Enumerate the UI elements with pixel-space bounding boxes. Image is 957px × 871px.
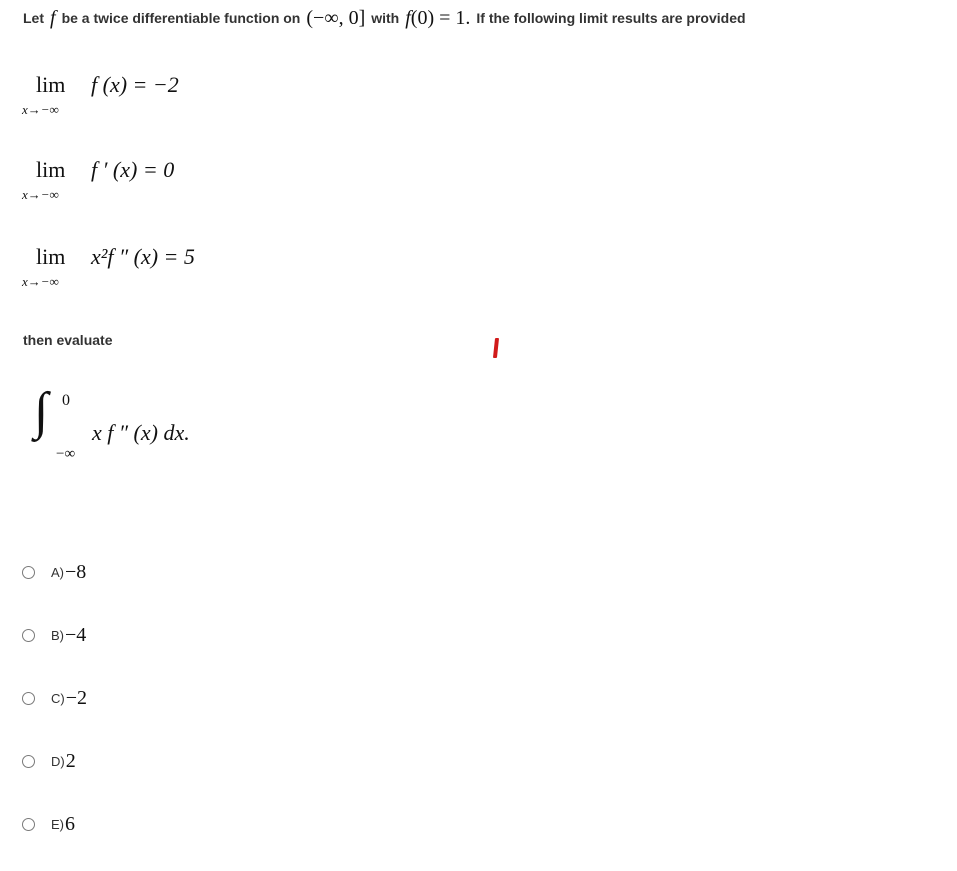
radio-button[interactable] [22,629,35,642]
lim-subscript: x→−∞ [22,187,59,202]
limit-expression: x²f ″ (x) = 5 [91,244,195,269]
option-value: −4 [65,623,87,646]
lim-operator: lim [36,72,66,97]
option-value: −2 [65,686,87,709]
question-text-part: Let [23,10,44,26]
then-evaluate-text: then evaluate [23,332,113,348]
function-symbol: f [50,6,56,29]
question-text-part: If the following limit results are provided [476,10,746,26]
integral-expression [34,383,294,470]
limit-expression: f ′ (x) = 0 [91,157,175,182]
limit-expression: f (x) = −2 [91,72,179,97]
option-letter: E) [51,816,64,832]
option-value: 6 [65,812,75,835]
question-text-part: be a twice differentiable function on [61,10,301,26]
integrand: x f ″ (x) dx. [92,420,190,445]
answer-option-c[interactable] [22,685,87,711]
answer-option-d[interactable] [22,748,76,774]
red-annotation-mark [493,338,499,358]
answer-option-e[interactable] [22,811,75,837]
lim-subscript: x→−∞ [22,274,59,289]
option-letter: A) [51,564,64,580]
option-value: −8 [65,560,87,583]
radio-button[interactable] [22,818,35,831]
initial-condition-math: (0) = 1. [410,6,471,29]
lim-operator: lim [36,244,66,269]
answer-option-a[interactable] [22,559,86,585]
lim-operator: lim [36,157,66,182]
function-symbol: f [405,6,411,29]
interval-math: (−∞, 0] [306,6,366,29]
option-letter: C) [51,690,65,706]
integral-sign: ∫ [34,383,49,440]
answer-option-b[interactable] [22,622,86,648]
lim-subscript: x→−∞ [22,102,59,117]
radio-button[interactable] [22,566,35,579]
integral-upper-limit: 0 [62,392,70,409]
integral-lower-limit: −∞ [56,446,76,462]
option-letter: B) [51,627,64,643]
radio-button[interactable] [22,692,35,705]
radio-button[interactable] [22,755,35,768]
question-text [23,3,746,33]
option-letter: D) [51,753,65,769]
question-text-part: with [371,10,400,26]
option-value: 2 [65,749,76,772]
